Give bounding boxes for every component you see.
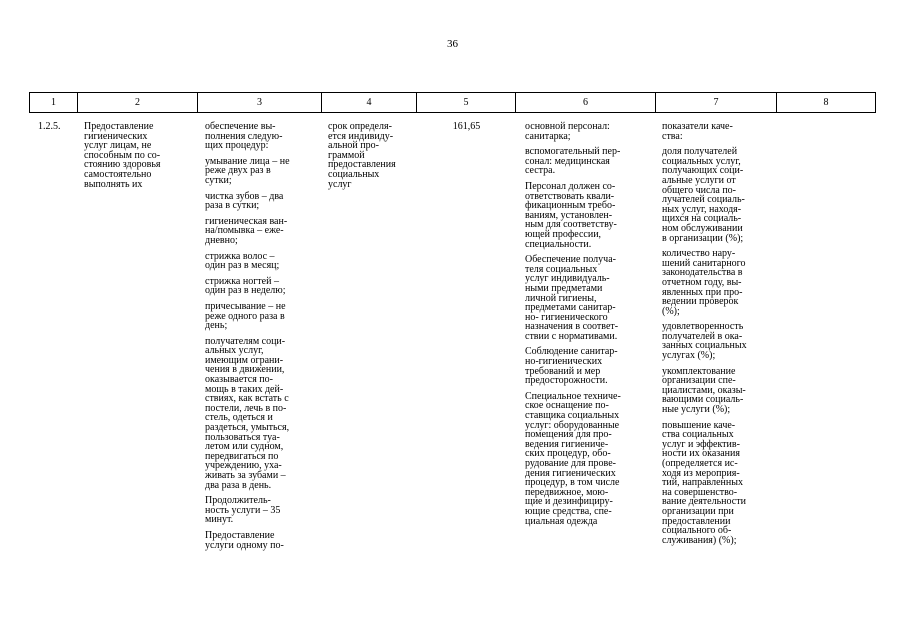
paragraph <box>205 302 319 331</box>
service-rate: 161,65 <box>452 121 481 132</box>
text-line: живать за зубами – <box>205 470 286 481</box>
text-line: сестра. <box>525 165 556 177</box>
text-line: обеспечение вы- <box>205 121 276 132</box>
text-line: стель, одеться и <box>205 412 273 424</box>
text-line: ном обслуживании <box>662 222 743 234</box>
text-line: личной гигиены, <box>525 292 597 304</box>
text-line: лучателей социаль- <box>662 194 745 206</box>
header-col-8: 8 <box>777 93 876 112</box>
text-line: ствии с нормативами. <box>525 330 618 342</box>
text-line: назначения в соответ- <box>525 321 619 333</box>
text-line: ности их оказания <box>662 448 740 460</box>
service-conditions <box>525 122 653 532</box>
text-line: щихся на социаль- <box>662 213 742 225</box>
text-line: альной про- <box>328 140 379 152</box>
paragraph <box>525 347 653 385</box>
paragraph <box>84 122 196 189</box>
text-line: чистка зубов – два <box>205 190 284 202</box>
text-line: повышение каче- <box>662 419 736 431</box>
table-row <box>29 113 876 633</box>
text-line: мощь в таких дей- <box>205 383 284 395</box>
text-line: дения гигиенических <box>525 467 616 479</box>
text-line: ское оснащение по- <box>525 400 609 412</box>
paragraph <box>205 531 319 550</box>
row-number: 1.2.5. <box>38 121 61 132</box>
services-table <box>29 92 876 633</box>
text-line: основной персонал: <box>525 121 610 132</box>
text-line: вающими социаль- <box>662 394 744 406</box>
text-line: ется индивиду- <box>328 130 394 142</box>
text-line: передвижное, мою- <box>525 486 609 498</box>
text-line: (%); <box>662 305 680 317</box>
paragraph <box>205 192 319 211</box>
text-line: предметами санитар- <box>525 302 616 314</box>
text-line: сонал: медицинская <box>525 155 610 167</box>
text-line: пользоваться туа- <box>205 431 280 443</box>
text-line: Предоставление <box>84 121 154 132</box>
text-line: имеющим ограни- <box>205 354 284 366</box>
text-line: но- гигиенического <box>525 311 608 323</box>
paragraph <box>205 122 319 151</box>
text-line: стрижка ногтей – <box>205 275 279 287</box>
text-line: два раза в день. <box>205 479 272 491</box>
text-line: альных услуг, <box>205 345 264 357</box>
paragraph <box>662 249 776 316</box>
text-line: причесывание – не <box>205 300 286 312</box>
service-term <box>328 122 416 195</box>
text-line: отчетном году, вы- <box>662 276 742 288</box>
table-header-row <box>29 93 876 113</box>
text-line: летом или судном, <box>205 441 284 453</box>
text-line: ских процедур, обо- <box>525 448 611 460</box>
paragraph <box>205 157 319 186</box>
text-line: реже двух раз в <box>205 165 271 177</box>
service-name <box>84 122 196 195</box>
text-line: альные услуги от <box>662 174 736 186</box>
page-number: 36 <box>447 38 458 50</box>
text-line: специальности. <box>525 238 592 250</box>
text-line: раза в сутки; <box>205 200 260 212</box>
text-line: один раз в неделю; <box>205 285 286 297</box>
header-col-2: 2 <box>78 93 198 112</box>
text-line: ваниям, установлен- <box>525 209 613 221</box>
text-line: удовлетворенность <box>662 321 744 333</box>
text-line: ных услуг, находя- <box>662 203 742 215</box>
text-line: предоставлении <box>662 515 731 527</box>
paragraph <box>525 122 653 141</box>
text-line: доля получателей <box>662 146 738 158</box>
text-line: Продолжитель- <box>205 495 271 507</box>
paragraph <box>205 277 319 296</box>
service-content <box>205 122 319 556</box>
paragraph <box>662 367 776 415</box>
text-line: умывание лица – не <box>205 155 290 167</box>
text-line: один раз в месяц; <box>205 260 280 272</box>
text-line: ным для соответству- <box>525 219 617 231</box>
text-line: количество нару- <box>662 248 736 260</box>
text-line: гигиенических <box>84 130 148 142</box>
text-line: минут. <box>205 514 234 526</box>
text-line: получателям соци- <box>205 335 286 347</box>
text-line: вспомогательный пер- <box>525 146 621 158</box>
text-line: общего числа по- <box>662 184 737 196</box>
text-line: социального об- <box>662 525 732 537</box>
header-col-6: 6 <box>516 93 656 112</box>
text-line: ствиях, как встать с <box>205 393 289 405</box>
text-line: на совершенство- <box>662 486 738 498</box>
paragraph <box>525 147 653 176</box>
quality-indicators <box>662 122 776 551</box>
header-col-4: 4 <box>322 93 417 112</box>
text-line: организации при <box>662 505 734 517</box>
text-line: ответствовать квали- <box>525 190 615 202</box>
text-line: способным по со- <box>84 149 161 161</box>
text-line: процедур, в том числе <box>525 477 620 489</box>
text-line: организации спе- <box>662 375 736 387</box>
text-line: ведения гигиениче- <box>525 438 609 450</box>
text-line: но-гигиенических <box>525 356 603 368</box>
text-line: на/помывка – еже- <box>205 225 284 237</box>
paragraph <box>525 255 653 341</box>
text-line: ходя из мероприя- <box>662 467 740 479</box>
text-line: передвигаться по <box>205 450 279 462</box>
text-line: в организации (%); <box>662 232 744 244</box>
text-line: услуг и эффектив- <box>662 438 740 450</box>
text-line: постели, лечь в по- <box>205 402 287 414</box>
text-line: ведении проверок <box>662 296 739 308</box>
text-line: социальных <box>328 168 380 180</box>
text-line: Предоставление <box>205 529 275 541</box>
text-line: сутки; <box>205 174 232 186</box>
paragraph <box>662 322 776 360</box>
text-line: шений санитарного <box>662 257 746 269</box>
text-line: самостоятельно <box>84 168 152 180</box>
header-col-5: 5 <box>417 93 516 112</box>
text-line: услуг индивидуаль- <box>525 273 610 285</box>
text-line: ные услуги (%); <box>662 404 731 416</box>
text-line: занных социальных <box>662 340 747 352</box>
header-col-1: 1 <box>29 93 78 112</box>
text-line: предоставления <box>328 159 396 171</box>
paragraph <box>525 182 653 249</box>
paragraph <box>205 252 319 271</box>
text-line: услуг <box>328 178 352 190</box>
text-line: оказывается по- <box>205 374 273 386</box>
text-line: услуги одному по- <box>205 539 284 551</box>
text-line: щих процедур: <box>205 140 269 152</box>
text-line: ства социальных <box>662 429 734 441</box>
text-line: социальных услуг, <box>662 155 741 167</box>
text-line: день; <box>205 320 228 332</box>
text-line: граммой <box>328 149 365 161</box>
text-line: теля социальных <box>525 263 598 275</box>
text-line: санитарка; <box>525 130 571 142</box>
text-line: получателей в ока- <box>662 330 743 342</box>
text-line: ность услуги – 35 <box>205 504 281 516</box>
text-line: раздеться, умыться, <box>205 422 290 434</box>
text-line: чения в движении, <box>205 364 285 376</box>
text-line: ставщика социальных <box>525 410 620 422</box>
text-line: ства: <box>662 130 683 142</box>
text-line: срок определя- <box>328 121 392 132</box>
text-line: (определяется ис- <box>662 458 738 469</box>
paragraph <box>662 421 776 546</box>
header-col-7: 7 <box>656 93 777 112</box>
text-line: получающих соци- <box>662 165 744 177</box>
text-line: ными предметами <box>525 282 603 294</box>
text-line: Специальное техниче- <box>525 390 621 402</box>
paragraph <box>662 122 776 141</box>
text-line: циалистами, оказы- <box>662 384 746 396</box>
text-line: тий, направленных <box>662 477 743 489</box>
text-line: ющей профессии, <box>525 228 602 240</box>
text-line: фикационным требо- <box>525 200 616 212</box>
paragraph <box>662 147 776 243</box>
text-line: предосторожности. <box>525 375 608 387</box>
text-line: Соблюдение санитар- <box>525 346 618 358</box>
text-line: стоянию здоровья <box>84 159 161 171</box>
text-line: требований и мер <box>525 365 601 377</box>
text-line: гигиеническая ван- <box>205 215 288 227</box>
text-line: служивания) (%); <box>662 534 737 546</box>
paragraph <box>205 496 319 525</box>
text-line: помещения для про- <box>525 429 612 441</box>
text-line: Обеспечение получа- <box>525 254 616 266</box>
text-line: показатели каче- <box>662 121 733 132</box>
text-line: услуг: оборудованные <box>525 419 620 431</box>
text-line: укомплектование <box>662 365 736 377</box>
text-line: щие и дезинфициру- <box>525 496 613 508</box>
text-line: Персонал должен со- <box>525 180 616 192</box>
text-line: явленных при про- <box>662 286 743 298</box>
paragraph <box>525 392 653 526</box>
text-line: учреждению, уха- <box>205 460 282 472</box>
text-line: циальная одежда <box>525 515 598 527</box>
text-line: законодательства в <box>662 267 743 279</box>
text-line: реже одного раза в <box>205 310 285 322</box>
text-line: ющие средства, спе- <box>525 505 612 517</box>
header-col-3: 3 <box>198 93 322 112</box>
text-line: выполнять их <box>84 178 143 190</box>
text-line: рудование для прове- <box>525 458 616 469</box>
paragraph <box>205 217 319 246</box>
paragraph <box>205 337 319 491</box>
text-line: полнения следую- <box>205 130 283 142</box>
text-line: услуг лицам, не <box>84 140 152 152</box>
text-line: услугах (%); <box>662 350 716 362</box>
text-line: дневно; <box>205 234 238 246</box>
paragraph <box>328 122 416 189</box>
text-line: вание деятельности <box>662 496 746 508</box>
text-line: стрижка волос – <box>205 250 275 262</box>
